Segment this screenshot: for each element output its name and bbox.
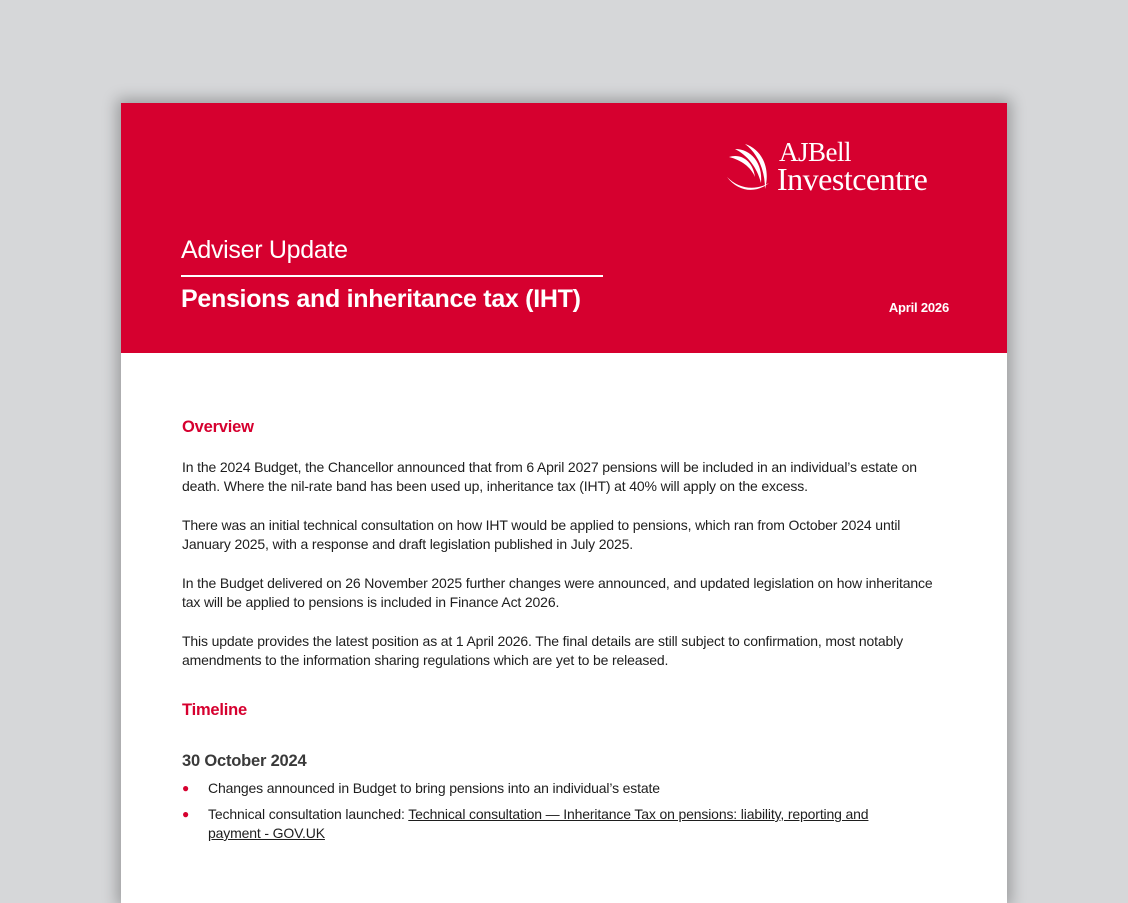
swoosh-logo-icon	[725, 143, 773, 195]
timeline-entry-list	[182, 779, 952, 843]
brand-name-bottom: Investcentre	[777, 161, 928, 197]
overview-paragraph: In the 2024 Budget, the Chancellor announced that from 6 April 2027 pensions will be included in an individual’s estate on death. Where the nil-rate band has been used up, inheritance tax (IHT) at 40% will apply on the excess.	[182, 459, 917, 494]
list-item	[182, 779, 952, 798]
document-date: April 2026	[888, 300, 949, 315]
bullet-icon: ●	[182, 807, 190, 821]
overview-paragraph: This update provides the latest position as at 1 April 2026. The final details are still subject to confirmation, most notably amendments to the information sharing regulations which are yet to be released.	[182, 633, 903, 668]
timeline-heading: Timeline	[182, 701, 248, 719]
govuk-consultation-link[interactable]: Technical consultation — Inheritance Tax on pensions: liability, reporting and payment - GOV.UK	[208, 806, 869, 841]
overview-paragraph: There was an initial technical consultation on how IHT would be applied to pensions, which ran from October 2024 until January 2025, with a response and draft legislation published in July 2025.	[182, 517, 901, 552]
timeline-entry	[182, 752, 952, 843]
overview-heading: Overview	[182, 418, 254, 436]
list-item	[182, 805, 952, 843]
document-header	[121, 103, 1007, 353]
timeline-entry-date: 30 October 2024	[182, 752, 307, 770]
overview-section	[182, 418, 952, 670]
bullet-icon: ●	[182, 781, 190, 795]
document-body	[182, 418, 952, 843]
document-kicker: Adviser Update	[181, 236, 348, 264]
document-page	[121, 103, 1007, 903]
list-item-text: Changes announced in Budget to bring pensions into an individual’s estate	[208, 780, 660, 796]
ajbell-investcentre-logo	[725, 137, 955, 197]
overview-paragraph: In the Budget delivered on 26 November 2025 further changes were announced, and updated legislation on how inheritance tax will be applied to pensions is included in Finance Act 2026.	[182, 575, 933, 610]
header-divider	[181, 275, 603, 277]
list-item-text: Technical consultation launched:	[208, 806, 409, 822]
timeline-section	[182, 701, 952, 843]
document-title: Pensions and inheritance tax (IHT)	[181, 285, 581, 313]
brand-name-top: AJBell	[779, 137, 852, 167]
